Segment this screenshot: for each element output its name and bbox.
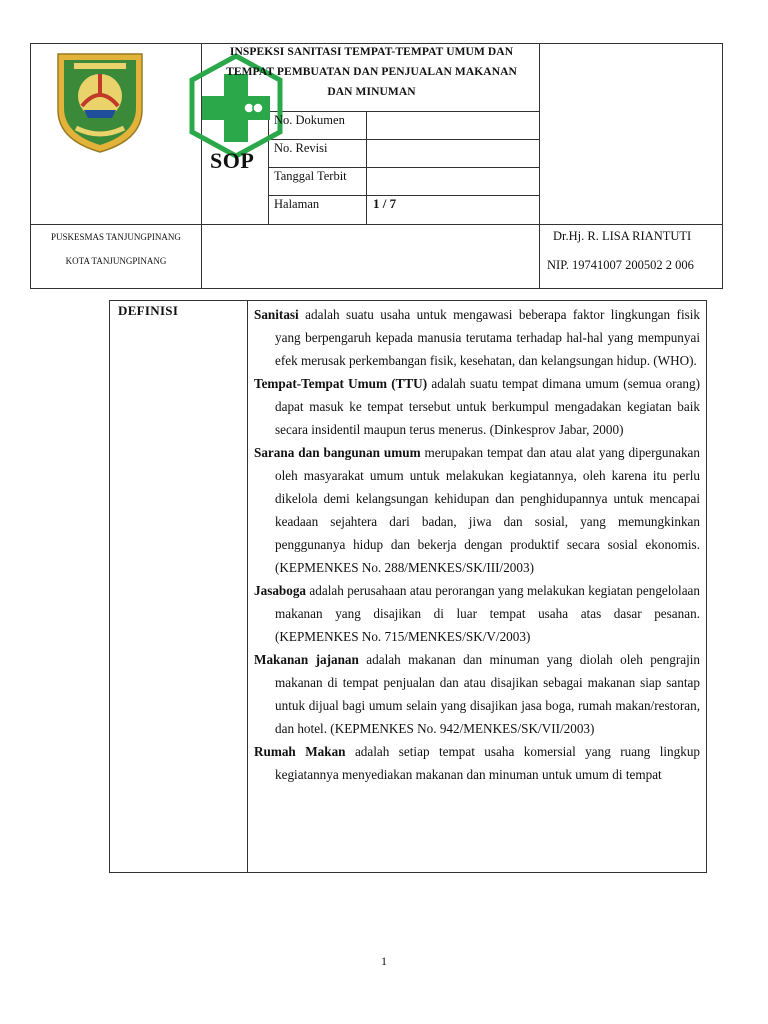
field-label-no-dokumen: No. Dokumen <box>274 113 345 127</box>
definition-item <box>254 441 700 579</box>
definition-item <box>254 372 700 441</box>
definition-text: adalah setiap tempat usaha komersial yang ruang lingkup kegiatannya menyediakan makanan dan minuman untuk umum di tempat <box>275 744 700 782</box>
definition-term: Sanitasi <box>254 307 299 322</box>
document-title <box>205 42 538 102</box>
definition-text: merupakan tempat dan atau alat yang dipergunakan oleh masyarakat umum untuk melakukan kegiatannya, oleh karena itu perlu dikelola demi kelangsungan kehidupan dan penghidupannya untuk mencapai keadaan sejahtera dari badan, jiwa dan sosial, yang memungkinkan penggunanya hidup dan bekerja dengan produktif secara sosial ekonomis. (KEPMENKES No. 288/MENKES/SK/III/2003) <box>275 445 700 575</box>
field-value-halaman: 1 / 7 <box>373 196 397 211</box>
definition-term: Makanan jajanan <box>254 652 359 667</box>
field-label-tanggal-terbit: Tanggal Terbit <box>274 169 347 183</box>
definition-item <box>254 648 700 740</box>
title-line-2: TEMPAT PEMBUATAN DAN PENJUALAN MAKANAN <box>226 66 517 78</box>
definition-text: adalah suatu usaha untuk mengawasi beberapa faktor lingkungan fisik yang berpengaruh kepada manusia terutama terhadap hal-hal yang mempunyai efek merusak perkembangan fisik, kesehatan, dan kelangsungan hidup. (WHO). <box>275 307 700 368</box>
city-logo <box>54 48 146 156</box>
title-line-1: INSPEKSI SANITASI TEMPAT-TEMPAT UMUM DAN <box>229 46 514 58</box>
sop-label: SOP <box>210 148 255 173</box>
page-number: 1 <box>381 954 387 968</box>
definition-list <box>254 303 700 786</box>
definition-text: adalah perusahaan atau perorangan yang melakukan kegiatan pengelolaan makanan yang disajikan di luar tempat usaha atas dasar pesanan. (KEPMENKES No. 715/MENKES/SK/V/2003) <box>275 583 700 644</box>
field-label-no-revisi: No. Revisi <box>274 141 328 155</box>
definition-item <box>254 740 700 786</box>
org-name: PUSKESMAS TANJUNGPINANG <box>51 232 181 242</box>
definition-item <box>254 579 700 648</box>
title-line-3: DAN MINUMAN <box>327 86 416 98</box>
definition-item <box>254 303 700 372</box>
definition-term: Jasaboga <box>254 583 307 598</box>
definition-term: Tempat-Tempat Umum (TTU) <box>254 376 428 391</box>
field-label-halaman: Halaman <box>274 197 320 211</box>
section-label: DEFINISI <box>118 303 179 318</box>
definition-term: Sarana dan bangunan umum <box>254 445 421 460</box>
definition-text: adalah makanan dan minuman yang diolah oleh pengrajin makanan di tempat penjualan dan atau disajikan sebagai makanan siap santap untuk dijual bagi umum selain yang disajikan jasa boga, rumah makan/restoran, dan hotel. (KEPMENKES No. 942/MENKES/SK/VII/2003) <box>275 652 701 736</box>
signer-name: Dr.Hj. R. LISA RIANTUTI <box>553 229 692 243</box>
org-city: KOTA TANJUNGPINANG <box>65 256 167 266</box>
definition-text: adalah suatu tempat dimana umum (semua orang) dapat masuk ke tempat tersebut untuk berkumpul mengadakan kegiatan baik secara insidentil maupun terus menerus. (Dinkesprov Jabar, 2000) <box>275 376 700 437</box>
definition-term: Rumah Makan <box>254 744 346 759</box>
signer-nip: NIP. 19741007 200502 2 006 <box>547 258 694 272</box>
